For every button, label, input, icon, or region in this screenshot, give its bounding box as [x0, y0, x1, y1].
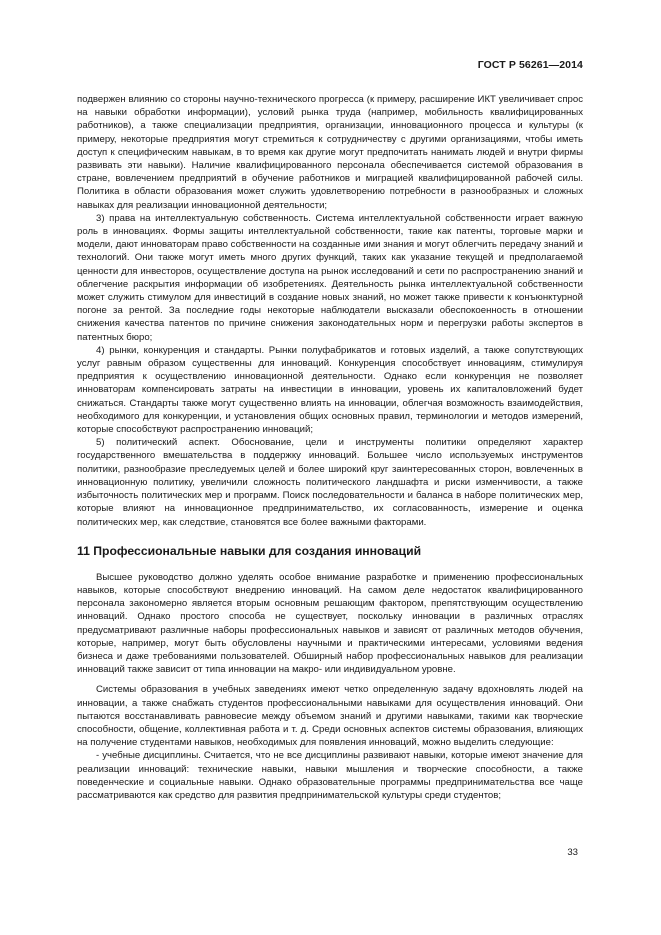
paragraph-item-5: 5) политический аспект. Обоснование, цели и инструменты политики определяют характер государственного вмешательства в поддержку инноваций. Большее число используемых инструментов политики, разнообразие преследуемых целей и более широкий круг заинтересованных сторон, вовлеченных в инновационную политику, увеличили сложность политического ландшафта и риски изменчивости, а также избыточность политических мер и программ. Поиск последовательности и баланса в наборе политических мер, которые влияют на инновационное предпринимательство, их согласованность, измерение и оценка политических мер, как следствие, становятся все более важными факторами. — [77, 437, 583, 528]
paragraph-item-3: 3) права на интеллектуальную собственность. Система интеллектуальной собственности играет важную роль в инновациях. Формы защиты интеллектуальной собственности, такие как патенты, торговые марки и модели, дают инноваторам право собственности на созданные ими знания и могут облегчить передачу знаний и технологий. Они также могут иметь много других функций, таких как указание текущей и предполагаемой ценности для инвесторов, осуществление доступа на рынок исследований и сети по распространению знаний и облегчение раскрытия информации об изобретениях. Деятельность рынка интеллектуальной собственности может служить стимулом для инвестиций в создание новых знаний, но может также привести к конъюнктурной погоне за рентой. За последние годы некоторые наблюдатели высказали обеспокоенность в отношении снижения качества патентов по причине снижения законодательных норм и перегрузки работы экспертов в патентных бюро; — [77, 212, 583, 343]
section-paragraph: Системы образования в учебных заведениях имеют четко определенную задачу вдохновлять людей на инновации, а также снабжать студентов профессиональными навыками для осуществления инноваций. Они пытаются восстанавливать равновесие между объемом знаний и другими навыками, такими как творческие способности, общение, коллективная работа и т. д. Среди основных аспектов системы образования, влияющих на получение студентами навыков, необходимых для появления инноваций, можно выделить следующие: — [77, 684, 583, 749]
list-item: - учебные дисциплины. Считается, что не все дисциплины развивают навыки, которые имеют значение для реализации инноваций: технические навыки, навыки мышления и творческие способности, а также поведенческие и социальные навыки. Однако образовательные программы предпринимательства все чаще рассматриваются как средство для развития предпринимательской культуры среди студентов; — [77, 750, 583, 801]
standard-id: ГОСТ Р 56261—2014 — [477, 59, 583, 71]
page-content — [77, 93, 583, 802]
paragraph-gap — [77, 676, 583, 683]
paragraph-continued: подвержен влиянию со стороны научно-технического прогресса (к примеру, расширение ИКТ увеличивает спрос на навыки обработки информации), условий рынка труда (например, мобильность квалифицированных работников), а также специализации предприятия, организации, инновационного процесса и культуры (к примеру, некоторые предприятия могут стремиться к сотрудничеству с другими организациями, чтобы иметь доступ к специфическим навыкам, в то время как другие могут предпочитать нанимать людей и внутри фирмы развивать эти навыки). Наличие квалифицированного персонала обеспечивается системой образования в стране, вовлечением предприятий в обучение работников и миграцией квалифицированной рабочей силы. Политика в области образования может служить удовлетворению потребности в разнообразных и сложных навыках для реализации инновационной деятельности; — [77, 94, 583, 211]
section-heading: 11 Профессиональные навыки для создания инноваций — [77, 543, 422, 558]
paragraph-item-4: 4) рынки, конкуренция и стандарты. Рынки полуфабрикатов и готовых изделий, а также сопутствующих услуг равным образом существенны для инноваций. Конкуренция способствует инновациям, стимулируя предприятия к осуществлению инновационной деятельности. Однако если конкуренция не позволяет инноваторам компенсировать затраты на инвестиции в инновации, уровень их капиталовложений будет снижаться. Стандарты также могут существенно влиять на инновации, облегчая возможность взаимодействия, необходимого для конкуренции, и установления общих основных правил, терминологии и методов измерений, которые способствуют распространению инноваций; — [77, 344, 583, 436]
page-number: 33 — [567, 847, 578, 858]
section-paragraph: Высшее руководство должно уделять особое внимание разработке и применению профессиональных навыков, которые способствуют внедрению инноваций. На самом деле недостаток квалифицированного персонала закономерно является вторым основным решающим фактором, препятствующим осуществлению инноваций. Однако простого способа не существует, поскольку инновации в различных отраслях предусматривают различные наборы профессиональных навыков и зависят от различных методов обучения, которые, например, могут быть обусловлены научными и практическими интересами, условиями ведения бизнеса и даже требованиями пользователей. Обширный набор профессиональных навыков для реализации инноваций также зависит от типа инновации на макро- или индивидуальном уровне. — [77, 571, 583, 676]
